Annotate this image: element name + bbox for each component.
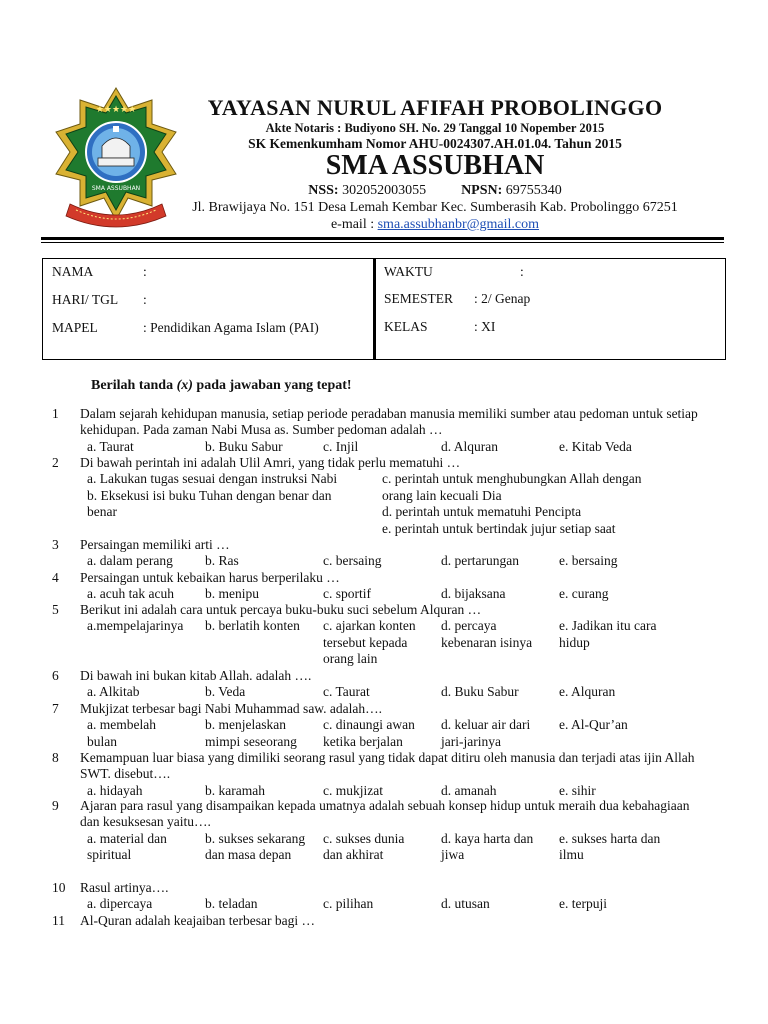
answer-option: e. Kitab Veda xyxy=(559,438,632,454)
email-link[interactable]: sma.assubhanbr@gmail.com xyxy=(377,217,540,232)
question-text: Dalam sejarah kehidupan manusia, setiap periode peradaban manusia memiliki sumber atau pedoman untuk setiap xyxy=(80,406,698,421)
hari-tgl-colon: : xyxy=(143,292,147,307)
answer-option: a. material dan xyxy=(87,830,167,846)
answer-option: e. sukses harta dan xyxy=(559,830,661,846)
nss-value: 302052003055 xyxy=(342,183,427,198)
kelas-label: KELAS xyxy=(384,319,428,334)
answer-option: d. kaya harta dan xyxy=(441,830,534,846)
logo-text: SMA ASSUBHAN xyxy=(91,185,141,192)
answer-option: jari-jarinya xyxy=(441,733,501,749)
answer-option: c. bersaing xyxy=(323,553,382,569)
identity-divider xyxy=(373,258,376,360)
answer-option: b. menipu xyxy=(205,586,259,602)
question-text: Persaingan memiliki arti … xyxy=(80,537,230,552)
semester-label: SEMESTER xyxy=(384,291,454,306)
answer-option: jiwa xyxy=(441,847,465,863)
foundation-name: YAYASAN NURUL AFIFAH PROBOLINGGO xyxy=(207,95,663,120)
hari-tgl-label: HARI/ TGL xyxy=(52,292,119,307)
question-text: dan kesuksesan yaitu…. xyxy=(80,814,211,830)
answer-option: c. Injil xyxy=(323,438,359,454)
answer-option: ketika berjalan xyxy=(323,733,403,749)
question-number: 3 xyxy=(52,537,59,552)
mapel-label: MAPEL xyxy=(52,320,98,335)
answer-option: b. Eksekusi isi buku Tuhan dengan benar dan xyxy=(87,487,332,503)
question-number: 4 xyxy=(52,570,59,585)
question-text: Berikut ini adalah cara untuk percaya buku-buku suci sebelum Alquran … xyxy=(80,602,482,617)
answer-option: d. pertarungan xyxy=(441,553,519,569)
answer-option: dan akhirat xyxy=(323,847,384,863)
answer-option: e. Alquran xyxy=(559,684,616,700)
answer-option: c. dinaungi awan xyxy=(323,717,415,733)
school-name: SMA ASSUBHAN xyxy=(325,150,545,181)
answer-option: hidup xyxy=(559,634,590,650)
answer-option: c. pilihan xyxy=(323,896,374,912)
answer-option: e. bersaing xyxy=(559,553,618,569)
answer-option: mimpi seseorang xyxy=(205,733,297,749)
answer-option: b. Ras xyxy=(205,553,239,569)
question-text: Di bawah ini bukan kitab Allah. adalah …. xyxy=(80,668,312,683)
question-text: Ajaran para rasul yang disampaikan kepada umatnya adalah sebuah konsep hidup untuk meraih dua kebahagiaan xyxy=(80,798,690,813)
answer-option: ilmu xyxy=(559,847,584,863)
answer-option: d. keluar air dari xyxy=(441,717,531,733)
question-text: Al-Quran adalah keajaiban terbesar bagi … xyxy=(80,913,316,928)
answer-option: benar xyxy=(87,504,117,520)
ministry-decree: SK Kemenkumham Nomor AHU-0024307.AH.01.04. Tahun 2015 xyxy=(248,136,622,151)
answer-option: d. amanah xyxy=(441,782,497,798)
nama-label: NAMA xyxy=(52,264,94,279)
question-number: 8 xyxy=(52,750,59,765)
mapel-value: : Pendidikan Agama Islam (PAI) xyxy=(143,320,319,335)
nss-label: NSS: xyxy=(308,183,339,198)
answer-option: spiritual xyxy=(87,847,132,863)
answer-option: b. berlatih konten xyxy=(205,618,300,634)
question-text: SWT. disebut…. xyxy=(80,766,171,782)
answer-option: a. Taurat xyxy=(87,438,134,454)
waktu-label: WAKTU xyxy=(384,264,433,279)
answer-option: b. sukses sekarang xyxy=(205,830,306,846)
npsn-value: 69755340 xyxy=(505,183,562,198)
answer-option: a. dipercaya xyxy=(87,896,153,912)
answer-option: a. acuh tak acuh xyxy=(87,586,174,602)
answer-option: d. utusan xyxy=(441,896,490,912)
question-number: 7 xyxy=(52,701,59,716)
question-number: 1 xyxy=(52,406,59,421)
answer-option: a. hidayah xyxy=(87,782,143,798)
question-number: 11 xyxy=(52,913,65,928)
school-logo xyxy=(52,86,180,234)
semester-value: : 2/ Genap xyxy=(474,291,531,306)
answer-option: kebenaran isinya xyxy=(441,634,533,650)
answer-option: d. Alquran xyxy=(441,438,498,454)
nama-colon: : xyxy=(143,264,147,279)
answer-option: c. sukses dunia xyxy=(323,830,405,846)
question-number: 9 xyxy=(52,798,59,813)
answer-option: d. percaya xyxy=(441,618,497,634)
answer-option: b. karamah xyxy=(205,782,265,798)
question-number: 6 xyxy=(52,668,59,683)
answer-option: e. curang xyxy=(559,586,609,602)
svg-text:★★★★★: ★★★★★ xyxy=(95,105,137,115)
kelas-value: : XI xyxy=(474,319,496,334)
header-rule-thin xyxy=(41,242,724,243)
answer-option: d. perintah untuk mematuhi Pencipta xyxy=(382,504,582,520)
answer-option: a. dalam perang xyxy=(87,553,173,569)
question-text: Mukjizat terbesar bagi Nabi Muhammad saw. adalah…. xyxy=(80,701,383,716)
answer-option: c. sportif xyxy=(323,586,371,602)
question-text: Kemampuan luar biasa yang dimiliki seorang rasul yang tidak dapat ditiru oleh manusia dan terjadi atas ijin Allah xyxy=(80,750,695,765)
answer-option: b. menjelaskan xyxy=(205,717,286,733)
answer-option: a.mempelajarinya xyxy=(87,618,184,634)
answer-option: e. Jadikan itu cara xyxy=(559,618,657,634)
waktu-colon: : xyxy=(520,264,524,279)
answer-option: c. mukjizat xyxy=(323,782,383,798)
question-number: 5 xyxy=(52,602,59,617)
answer-option: bulan xyxy=(87,733,117,749)
answer-option: a. Lakukan tugas sesuai dengan instruksi Nabi xyxy=(87,471,338,487)
answer-option: d. Buku Sabur xyxy=(441,684,519,700)
email-line xyxy=(170,217,700,233)
instruction: Berilah tanda (x) pada jawaban yang tepat! xyxy=(91,378,352,393)
answer-option: e. sihir xyxy=(559,782,596,798)
answer-option: b. teladan xyxy=(205,896,258,912)
answer-option: c. ajarkan konten xyxy=(323,618,416,634)
question-text: Rasul artinya…. xyxy=(80,880,169,895)
answer-option: a. membelah xyxy=(87,717,156,733)
answer-option: tersebut kepada xyxy=(323,634,408,650)
question-text: kehidupan. Pada zaman Nabi Musa as. Sumber pedoman adalah … xyxy=(80,422,443,438)
header-rule-thick xyxy=(41,237,724,240)
question-text: Di bawah perintah ini adalah Ulil Amri, yang tidak perlu mematuhi … xyxy=(80,455,461,470)
answer-option: e. terpuji xyxy=(559,896,607,912)
answer-option: dan masa depan xyxy=(205,847,292,863)
answer-option: orang lain xyxy=(323,651,378,667)
school-address: Jl. Brawijaya No. 151 Desa Lemah Kembar Kec. Sumberasih Kab. Probolinggo 67251 xyxy=(192,200,678,215)
email-label: e-mail : xyxy=(330,217,375,232)
answer-option: e. perintah untuk bertindak jujur setiap saat xyxy=(382,520,616,536)
answer-option: b. Veda xyxy=(205,684,246,700)
answer-option: a. Alkitab xyxy=(87,684,140,700)
answer-option: d. bijaksana xyxy=(441,586,506,602)
npsn-label: NPSN: xyxy=(461,183,503,198)
question-text: Persaingan untuk kebaikan harus berperilaku … xyxy=(80,570,340,585)
answer-option: c. perintah untuk menghubungkan Allah dengan xyxy=(382,471,642,487)
answer-option: c. Taurat xyxy=(323,684,370,700)
answer-option: b. Buku Sabur xyxy=(205,438,283,454)
answer-option: e. Al-Qur’an xyxy=(559,717,628,733)
question-number: 2 xyxy=(52,455,59,470)
school-numbers xyxy=(170,183,700,199)
notary-deed: Akte Notaris : Budiyono SH. No. 29 Tanggal 10 Nopember 2015 xyxy=(265,121,605,135)
question-number: 10 xyxy=(52,880,66,895)
answer-option: orang lain kecuali Dia xyxy=(382,487,502,503)
